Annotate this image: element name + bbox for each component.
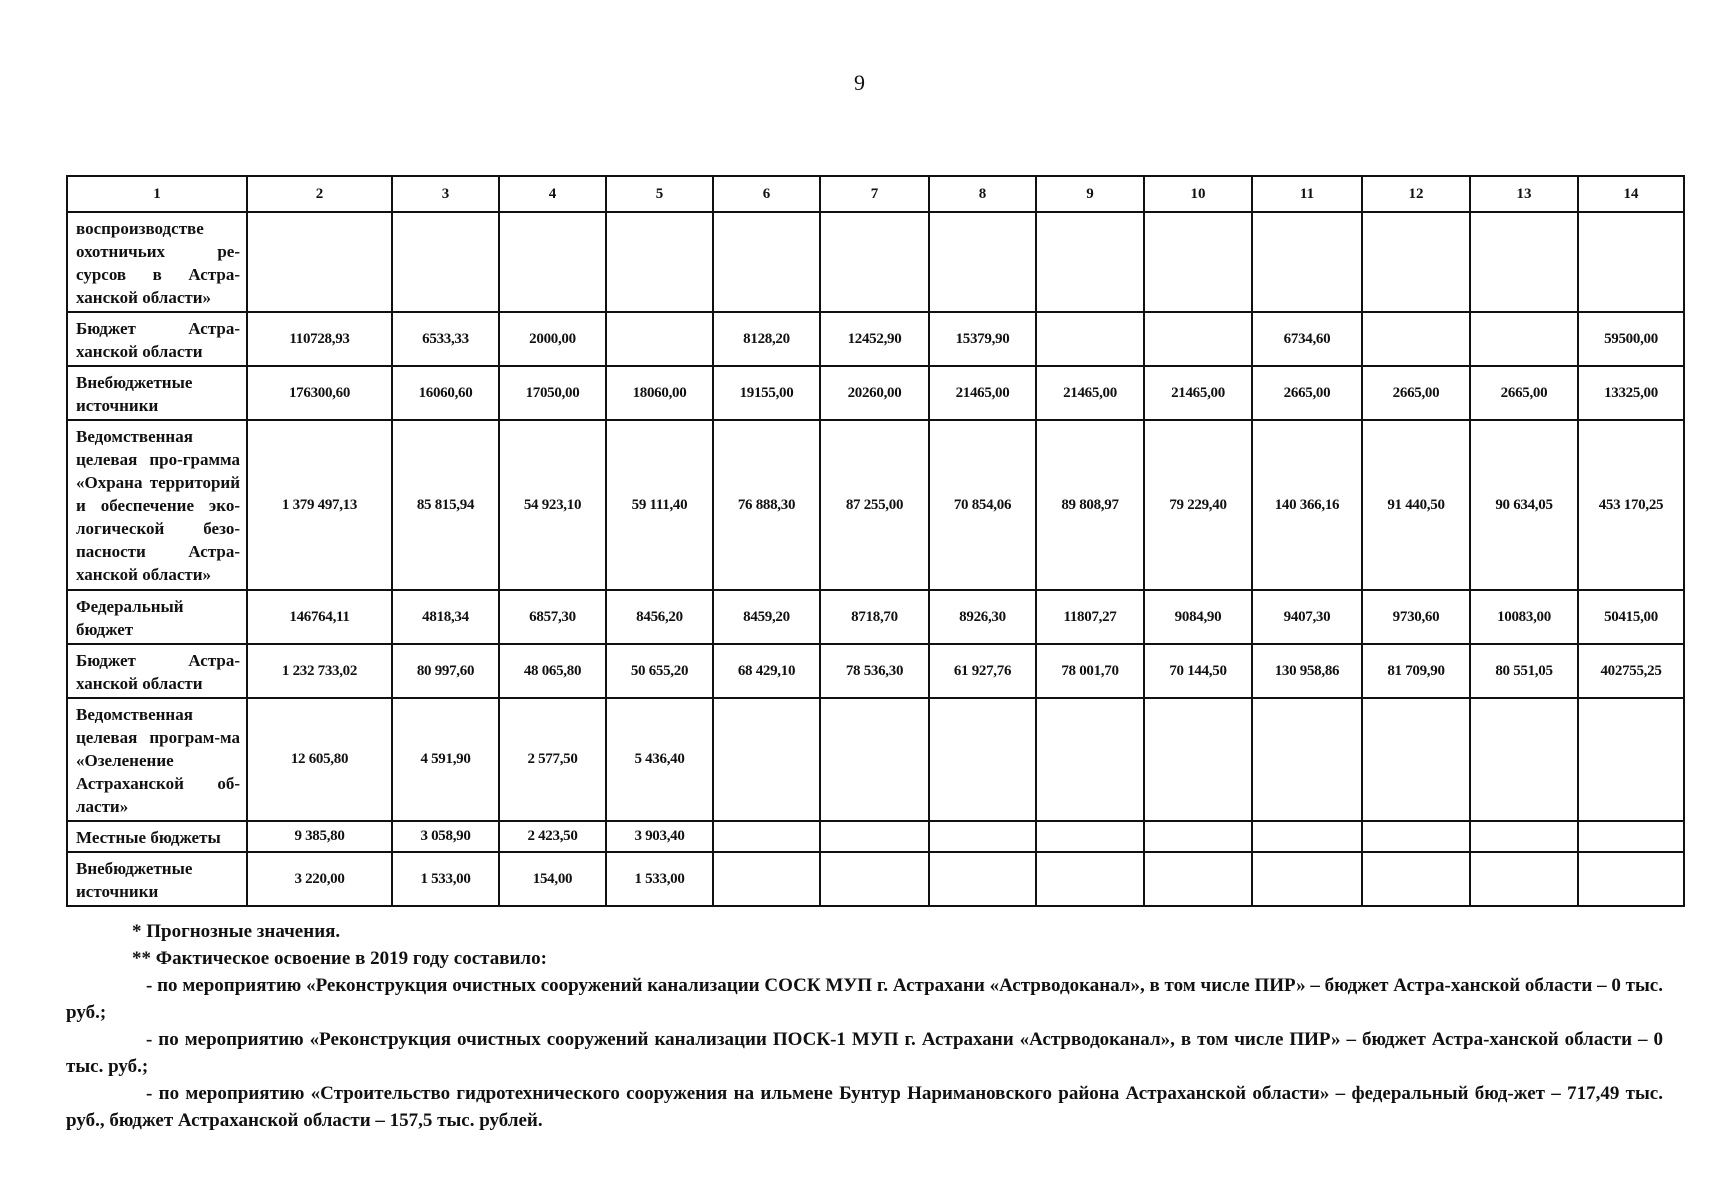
table-cell: 110728,93 [247,312,392,366]
table-cell: 68 429,10 [713,644,820,698]
table-row [67,420,1684,590]
table-cell [1470,821,1578,852]
table-cell: 6533,33 [392,312,499,366]
table-header-row [67,176,1684,212]
footnote-item: - по мероприятию «Реконструкция очистных сооружений канализации СОСК МУП г. Астрахани «Астрводоканал», в том числе ПИР» – бюджет Астра-ханской области – 0 тыс. руб.; [66,975,1663,1023]
table-cell [1362,852,1470,906]
table-cell: 10083,00 [1470,590,1578,644]
table-cell: 6857,30 [499,590,606,644]
table-cell: 16060,60 [392,366,499,420]
table-cell: 130 958,86 [1252,644,1362,698]
table-cell [820,852,929,906]
table-cell [1036,212,1144,312]
footnotes [66,918,1663,1134]
table-cell [392,212,499,312]
column-header: 13 [1470,176,1578,212]
table-cell [1252,821,1362,852]
table-cell: 50 655,20 [606,644,713,698]
table-cell: 1 379 497,13 [247,420,392,590]
table-cell: 5 436,40 [606,698,713,821]
table-cell: 1 533,00 [392,852,499,906]
table-cell: 9084,90 [1144,590,1252,644]
table-cell: 154,00 [499,852,606,906]
table-cell: 81 709,90 [1362,644,1470,698]
table-cell: 8459,20 [713,590,820,644]
table-body [67,212,1684,906]
table-cell: 78 001,70 [1036,644,1144,698]
table-cell [820,212,929,312]
table-cell [1578,821,1684,852]
table-cell: 2665,00 [1252,366,1362,420]
table-row [67,644,1684,698]
table-cell: 19155,00 [713,366,820,420]
row-label: Федеральный бюджет [67,590,247,644]
table-cell [1362,312,1470,366]
table-cell: 91 440,50 [1362,420,1470,590]
column-header: 2 [247,176,392,212]
table-cell: 15379,90 [929,312,1036,366]
table-cell [1252,212,1362,312]
footnote-item: - по мероприятию «Реконструкция очистных сооружений канализации ПОСК-1 МУП г. Астрахани «Астрводоканал», в том числе ПИР» – бюджет Астра-ханской области – 0 тыс. руб.; [66,1029,1663,1077]
table-cell: 50415,00 [1578,590,1684,644]
column-header: 12 [1362,176,1470,212]
table-cell: 176300,60 [247,366,392,420]
table-cell: 2665,00 [1362,366,1470,420]
table-cell: 3 058,90 [392,821,499,852]
table-cell: 4818,34 [392,590,499,644]
row-label: Бюджет Астра-ханской области [67,644,247,698]
table-cell [1362,698,1470,821]
table-cell [929,212,1036,312]
footnote-forecast: * Прогнозные значения. [132,921,341,942]
table-cell [713,821,820,852]
table-cell [606,212,713,312]
table-cell [1470,212,1578,312]
table-cell [1036,698,1144,821]
budget-table [66,175,1685,907]
table-cell: 54 923,10 [499,420,606,590]
table-row [67,821,1684,852]
column-header: 4 [499,176,606,212]
table-cell [1144,852,1252,906]
table-cell: 89 808,97 [1036,420,1144,590]
table-cell: 3 903,40 [606,821,713,852]
table-cell [820,821,929,852]
table-cell: 1 533,00 [606,852,713,906]
table-row [67,698,1684,821]
table-row [67,590,1684,644]
table-cell: 11807,27 [1036,590,1144,644]
table-cell [929,852,1036,906]
table-cell: 79 229,40 [1144,420,1252,590]
table-cell: 80 551,05 [1470,644,1578,698]
table-cell [1470,698,1578,821]
table-cell [1470,852,1578,906]
table-cell [1578,212,1684,312]
table-cell: 85 815,94 [392,420,499,590]
table-cell: 8926,30 [929,590,1036,644]
footnote-item: - по мероприятию «Строительство гидротехнического сооружения на ильмене Бунтур Наримановского района Астраханской области» – федеральный бюд-жет – 717,49 тыс. руб., бюджет Астраханской области – 157,5 тыс. рублей. [66,1083,1663,1131]
table-cell: 20260,00 [820,366,929,420]
table-cell [1470,312,1578,366]
table-cell: 9407,30 [1252,590,1362,644]
table-cell: 9 385,80 [247,821,392,852]
table-cell: 48 065,80 [499,644,606,698]
table-cell: 402755,25 [1578,644,1684,698]
table-cell: 59500,00 [1578,312,1684,366]
table-cell [1036,312,1144,366]
table-cell [1036,852,1144,906]
table-cell: 18060,00 [606,366,713,420]
table-cell: 12 605,80 [247,698,392,821]
table-row [67,366,1684,420]
table-row [67,312,1684,366]
table-cell [1252,698,1362,821]
table-cell: 8718,70 [820,590,929,644]
table-cell: 21465,00 [929,366,1036,420]
column-header: 7 [820,176,929,212]
row-label: Бюджет Астра-ханской области [67,312,247,366]
table-cell: 12452,90 [820,312,929,366]
table-cell: 1 232 733,02 [247,644,392,698]
table-cell [247,212,392,312]
table-cell: 2665,00 [1470,366,1578,420]
table-cell: 453 170,25 [1578,420,1684,590]
table-cell [1578,698,1684,821]
page-number: 9 [854,70,865,95]
table-cell: 8456,20 [606,590,713,644]
table-cell: 2 423,50 [499,821,606,852]
table-cell: 70 854,06 [929,420,1036,590]
table-cell: 76 888,30 [713,420,820,590]
column-header: 8 [929,176,1036,212]
column-header: 9 [1036,176,1144,212]
table-cell: 2000,00 [499,312,606,366]
column-header: 10 [1144,176,1252,212]
table-cell: 13325,00 [1578,366,1684,420]
table-cell [1362,212,1470,312]
footnote-actual: ** Фактическое освоение в 2019 году составило: [132,948,547,969]
table-cell: 2 577,50 [499,698,606,821]
table-cell: 70 144,50 [1144,644,1252,698]
table-row [67,852,1684,906]
table-cell [1362,821,1470,852]
table-cell: 90 634,05 [1470,420,1578,590]
table-cell: 3 220,00 [247,852,392,906]
row-label: Внебюджетные источники [67,366,247,420]
table-cell: 80 997,60 [392,644,499,698]
table-cell [713,852,820,906]
table-cell: 140 366,16 [1252,420,1362,590]
row-label: Ведомственная целевая програм-ма «Озеленение Астраханской об-ласти» [67,698,247,821]
table-cell: 146764,11 [247,590,392,644]
column-header: 5 [606,176,713,212]
table-cell: 4 591,90 [392,698,499,821]
column-header: 14 [1578,176,1684,212]
table-cell [499,212,606,312]
column-header: 1 [67,176,247,212]
table-cell: 21465,00 [1036,366,1144,420]
table-cell [1144,312,1252,366]
table-cell [820,698,929,821]
table-cell [606,312,713,366]
table-cell [929,698,1036,821]
table-cell [1144,698,1252,821]
table-cell [929,821,1036,852]
table-cell: 78 536,30 [820,644,929,698]
table-cell: 21465,00 [1144,366,1252,420]
table-cell: 87 255,00 [820,420,929,590]
table-cell: 61 927,76 [929,644,1036,698]
row-label: Ведомственная целевая про-грамма «Охрана территорий и обеспечение эко-логической безо-пасности Астра-ханской области» [67,420,247,590]
row-label: воспроизводстве охотничьих ре-сурсов в Астра-ханской области» [67,212,247,312]
column-header: 3 [392,176,499,212]
table-cell [713,698,820,821]
table-cell [1144,212,1252,312]
table-row [67,212,1684,312]
column-header: 6 [713,176,820,212]
table-cell: 8128,20 [713,312,820,366]
table-cell [1036,821,1144,852]
table-cell [1578,852,1684,906]
table-cell: 59 111,40 [606,420,713,590]
table-cell: 17050,00 [499,366,606,420]
row-label: Внебюджетные источники [67,852,247,906]
table-cell [713,212,820,312]
table-cell: 9730,60 [1362,590,1470,644]
table-cell: 6734,60 [1252,312,1362,366]
column-header: 11 [1252,176,1362,212]
row-label: Местные бюджеты [67,821,247,852]
table-cell [1144,821,1252,852]
table-cell [1252,852,1362,906]
